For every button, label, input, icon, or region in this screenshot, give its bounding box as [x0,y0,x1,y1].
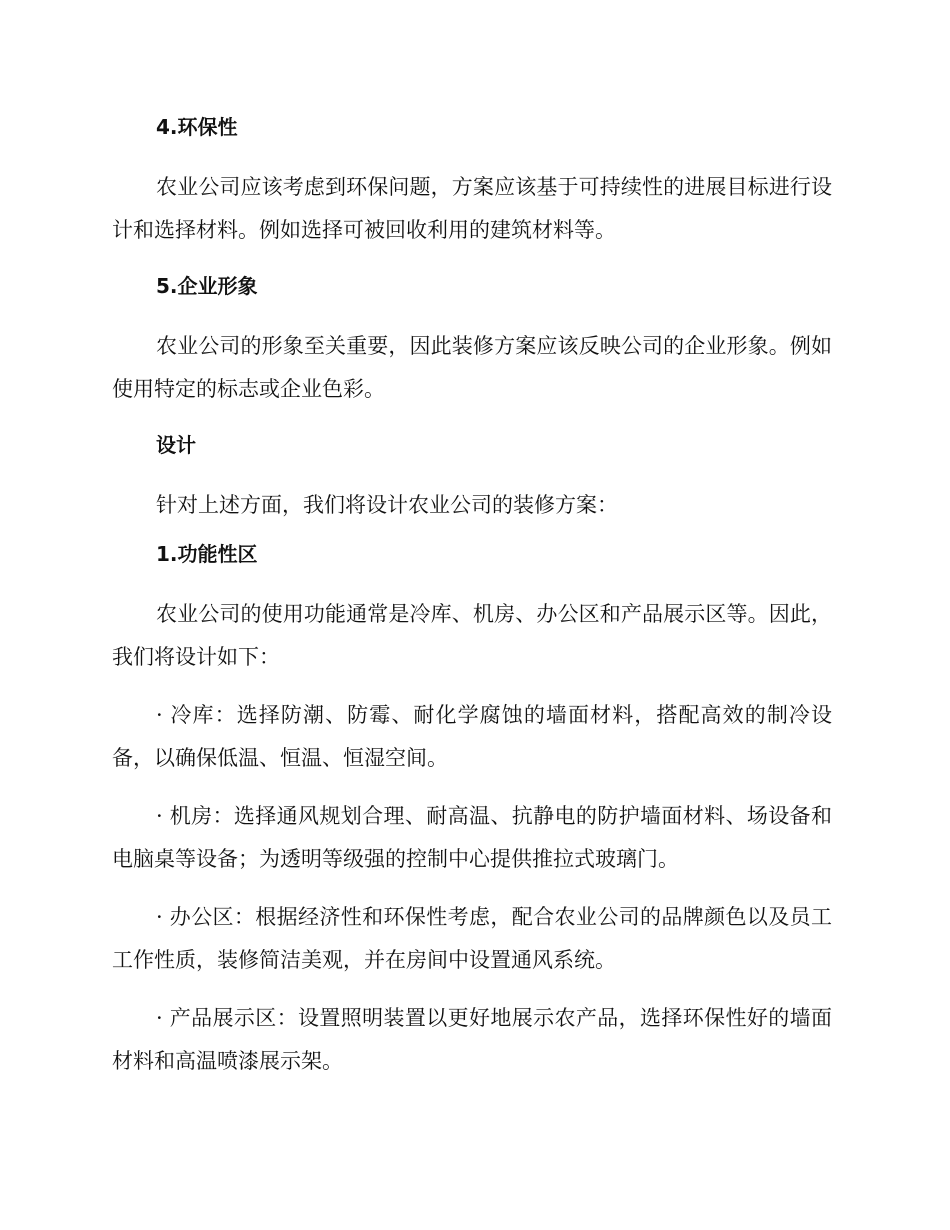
bullet-machine-room: · 机房：选择通风规划合理、耐高温、抗静电的防护墙面材料、场设备和电脑桌等设备；为透明等级强的控制中心提供推拉式玻璃门。 [112,804,832,871]
paragraph-functional-areas: 农业公司的使用功能通常是冷库、机房、办公区和产品展示区等。因此，我们将设计如下： [112,602,832,669]
paragraph-environmental: 农业公司应该考虑到环保问题，方案应该基于可持续性的进展目标进行设计和选择材料。例如选择可被回收利用的建筑材料等。 [112,175,832,242]
paragraph-design-intro: 针对上述方面，我们将设计农业公司的装修方案： [156,493,618,517]
section-heading-design: 设计 [156,433,196,457]
paragraph-corporate-image: 农业公司的形象至关重要，因此装修方案应该反映公司的企业形象。例如使用特定的标志或企业色彩。 [112,334,832,401]
bullet-office-area: · 办公区：根据经济性和环保性考虑，配合农业公司的品牌颜色以及员工工作性质，装修简洁美观，并在房间中设置通风系统。 [112,905,832,972]
bullet-product-display: · 产品展示区：设置照明装置以更好地展示农产品，选择环保性好的墙面材料和高温喷漆展示架。 [112,1006,832,1073]
section-heading-corporate-image: 5.企业形象 [156,274,258,298]
section-heading-environmental: 4.环保性 [156,115,238,139]
bullet-cold-storage: · 冷库：选择防潮、防霉、耐化学腐蚀的墙面材料，搭配高效的制冷设备，以确保低温、恒温、恒湿空间。 [112,703,832,770]
document-page [112,108,832,1098]
section-heading-functional-areas: 1.功能性区 [156,542,258,566]
